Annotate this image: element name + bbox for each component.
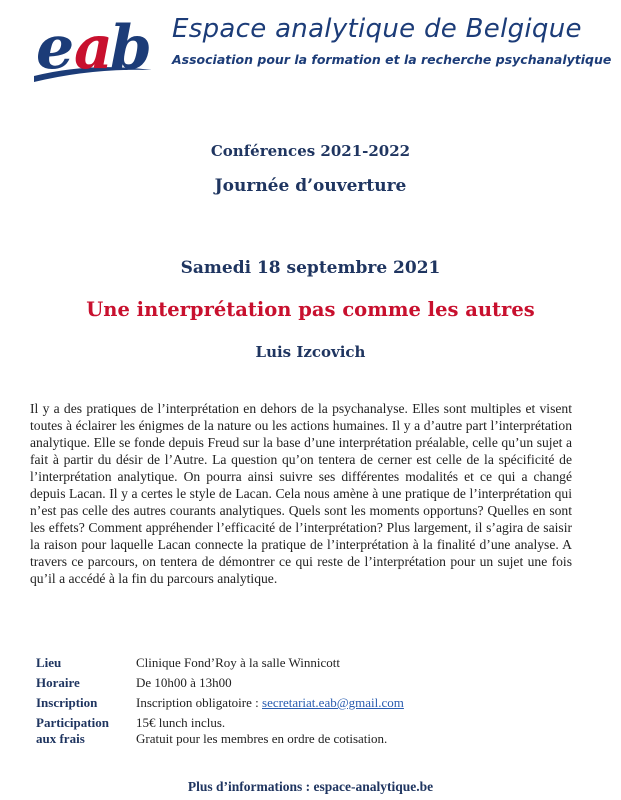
speaker-name: Luis Izcovich [255, 343, 366, 361]
talk-title: Une interprétation pas comme les autres [86, 298, 535, 321]
logo-letter-a: a [74, 13, 113, 83]
horaire-value: De 10h00 à 13h00 [136, 675, 232, 690]
eab-logo-graphic [30, 4, 156, 90]
inscription-prefix: Inscription obligatoire : [136, 695, 263, 710]
info-row-lieu [36, 655, 576, 671]
participation-value [136, 715, 576, 747]
logo-letter-e: e [36, 13, 75, 83]
org-subtitle: Association pour la formation et la recherche psychanalytique [172, 52, 612, 67]
participation-label [36, 715, 136, 747]
info-row-inscription [36, 695, 576, 711]
logo-letter-b: b [110, 13, 152, 83]
footer-more-info[interactable]: Plus d’informations : espace-analytique.be [187, 779, 434, 794]
info-row-horaire [36, 675, 576, 691]
participation-value-line2: Gratuit pour les membres en ordre de cotisation. [136, 731, 388, 746]
info-row-participation [36, 715, 576, 747]
lieu-label: Lieu [36, 655, 62, 670]
conference-series: Conférences 2021-2022 [210, 142, 411, 160]
inscription-label: Inscription [36, 695, 98, 710]
abstract-text: Il y a des pratiques de l’interprétation en dehors de la psychanalyse. Elles sont multiples et visent toutes à éclairer les énigmes de la nature ou les actions humaines. Il y a d’autre part l’interprétation analytique. Elle se fonde depuis Freud sur la base d’une interprétation préalable, celle qu’un sujet a fait à partir du désir de l’Autre. La question qu’on tentera de cerner est celle de la spécificité de l’interprétation analytique. On pourra ainsi suivre ses différentes modalités et ce qui a changé depuis Lacan. Il y a certes le style de Lacan. Cela nous amène à une pratique de l’interprétation qui n’est pas celle des autres courants analytiques. Quels sont les moments opportuns? Quelles en sont les effets? Comment appréhender l’efficacité de l’interprétation? Plus largement, il s’agira de saisir la raison pour laquelle Lacan connecte la pratique de l’interprétation à la finalité d’une analyse. A travers ce parcours, on tentera de démontrer ce qui reste de l’interprétation pour un sujet une fois qu’il a accédé à la fin du parcours analytique. [30, 401, 572, 586]
inscription-value [136, 695, 576, 711]
eab-logo [30, 4, 156, 90]
participation-label-line1: Participation [36, 715, 109, 730]
inscription-email-link[interactable]: secretariat.eab@gmail.com [262, 695, 404, 710]
lieu-value: Clinique Fond’Roy à la salle Winnicott [136, 655, 340, 670]
org-name: Espace analytique de Belgique [172, 14, 582, 44]
participation-value-line1: 15€ lunch inclus. [136, 715, 226, 730]
participation-label-line2: aux frais [36, 731, 85, 746]
info-table [36, 655, 576, 751]
horaire-label: Horaire [36, 675, 80, 690]
event-date: Samedi 18 septembre 2021 [180, 258, 441, 278]
event-name: Journée d’ouverture [214, 176, 407, 196]
